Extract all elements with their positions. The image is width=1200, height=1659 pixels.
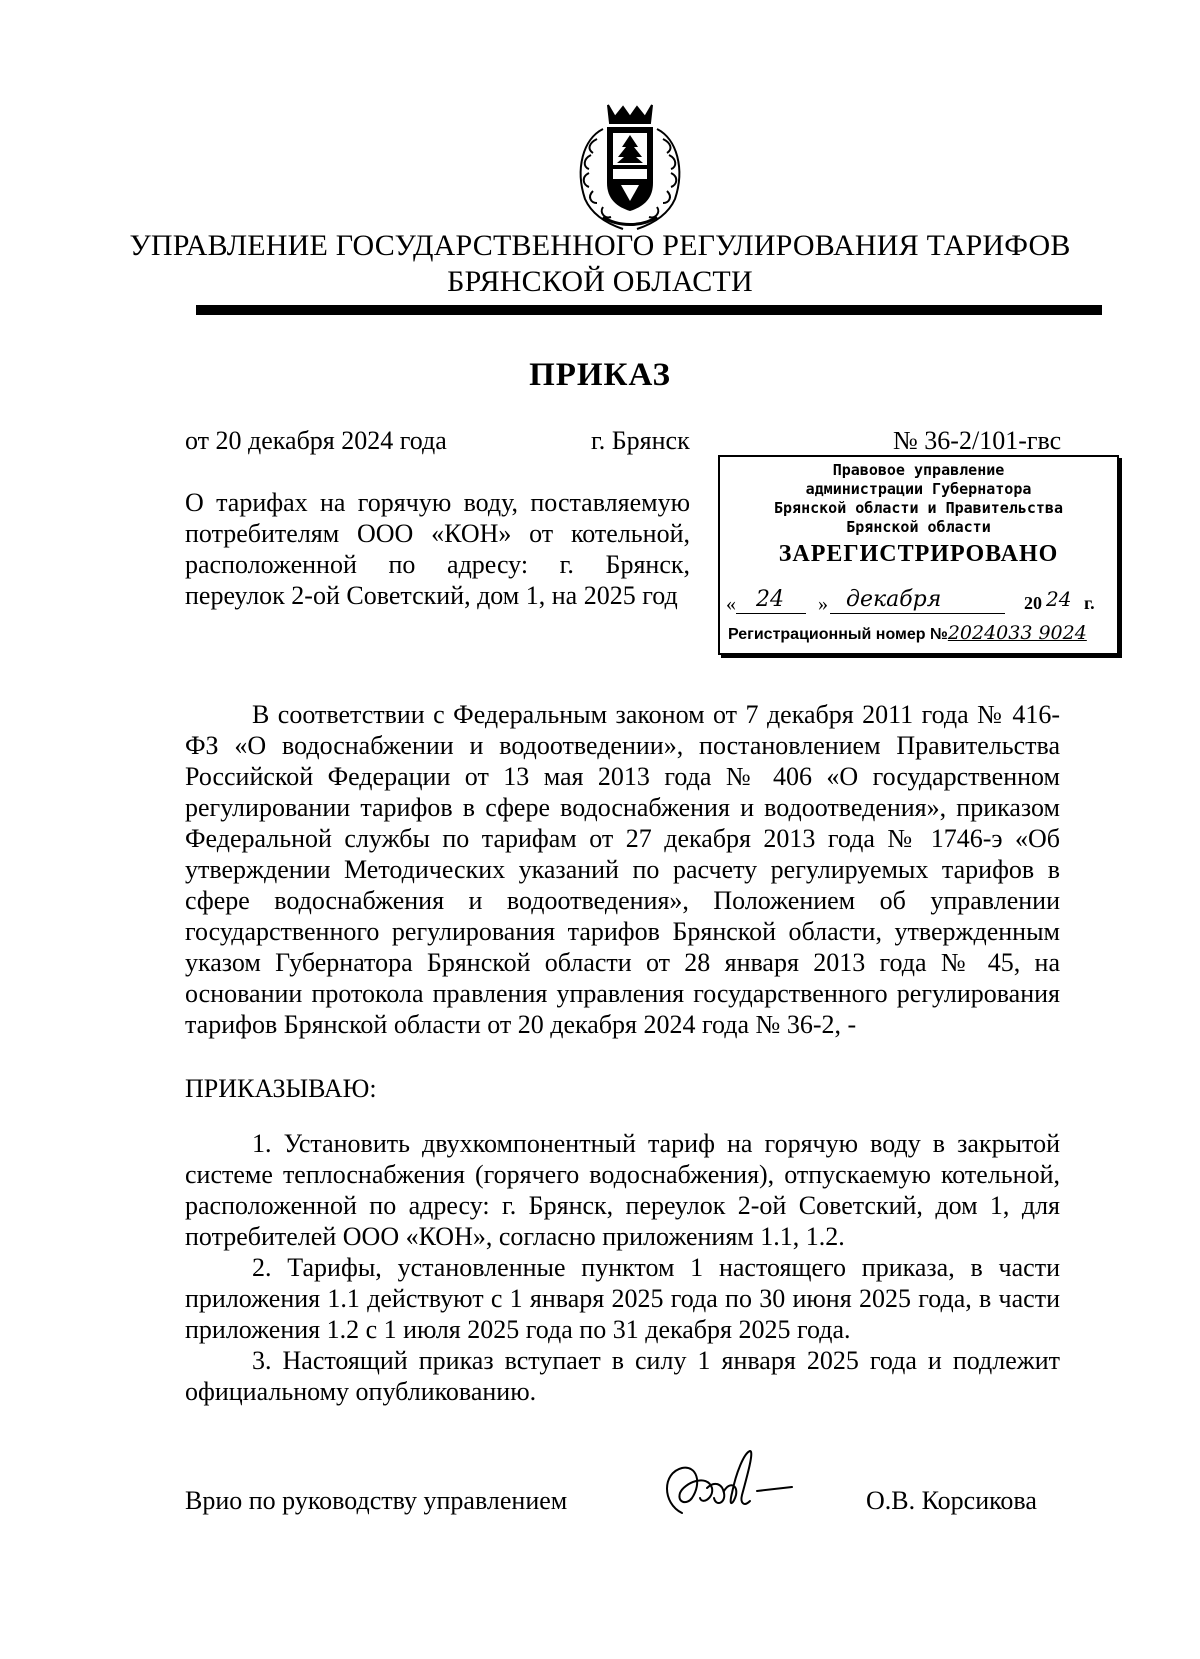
signatory-name: О.В. Корсикова <box>866 1486 1037 1515</box>
document-date: от 20 декабря 2024 года <box>185 426 447 455</box>
stamp-registered: ЗАРЕГИСТРИРОВАНО <box>778 541 1059 567</box>
decree-item: 1. Установить двухкомпонентный тариф на горячую воду в закрытой системе теплоснабжения (горячего водоснабжения), отпускаемую котельной, расположенной по адресу: г. Брянск, переулок 2-ой Советский, дом 1, для потребителей ООО «КОН», согласно приложениям 1.1, 1.2. <box>185 1129 1060 1251</box>
stamp-regnum-label: Регистрационный номер № <box>728 626 948 643</box>
document-number: № 36-2/101-гвс <box>893 426 1062 455</box>
document-city: г. Брянск <box>591 426 690 455</box>
stamp-month: декабря <box>846 587 942 612</box>
signatory-position: Врио по руководству управлением <box>185 1486 568 1515</box>
stamp-day: 24 <box>756 587 784 612</box>
stamp-regnum-value: 2024033 9024 <box>947 622 1087 644</box>
stamp-line3: Брянской области и Правительства <box>774 499 1063 517</box>
document-subject: О тарифах на горячую воду, поставляемую потребителям ООО «КОН» от котельной, расположенной по адресу: г. Брянск, переулок 2-ой Советский, дом 1, на 2025 год <box>185 488 690 610</box>
decree-item: 2. Тарифы, установленные пунктом 1 настоящего приказа, в части приложения 1.1 действуют с 1 января 2025 года по 30 июня 2025 года, в части приложения 1.2 с 1 июля 2025 года по 31 декабря 2025 года. <box>185 1253 1060 1344</box>
decree-items <box>185 1128 1060 1407</box>
preamble-paragraph: В соответствии с Федеральным законом от 7 декабря 2011 года № 416-ФЗ «О водоснабжении и водоотведении», постановлением Правительства Российской Федерации от 13 мая 2013 года № 406 «О государственном регулировании тарифов в сфере водоснабжения и водоотведения», приказом Федеральной службы по тарифам от 27 декабря 2013 года № 1746-э «Об утверждении Методических указаний по расчету регулируемых тарифов в сфере водоснабжения и водоотведения», Положением об управлении государственного регулирования тарифов Брянской области, утвержденным указом Губернатора Брянской области от 28 января 2013 года № 45, на основании протокола правления управления государственного регулирования тарифов Брянской области от 20 декабря 2024 года № 36-2, - <box>185 700 1060 1039</box>
header-divider <box>196 305 1102 315</box>
organization-name-line2: БРЯНСКОЙ ОБЛАСТИ <box>447 265 753 298</box>
stamp-date: « 24 » декабря 20 24 г. <box>726 587 1095 615</box>
stamp-year-suffix: 24 <box>1046 587 1072 611</box>
stamp-year-prefix: 20 <box>1024 593 1042 613</box>
decree-item: 3. Настоящий приказ вступает в силу 1 января 2025 года и подлежит официальному опубликованию. <box>185 1346 1060 1406</box>
document-title: ПРИКАЗ <box>529 357 671 393</box>
decree-heading: ПРИКАЗЫВАЮ: <box>185 1074 377 1103</box>
organization-name-line1: УПРАВЛЕНИЕ ГОСУДАРСТВЕННОГО РЕГУЛИРОВАНИЯ ТАРИФОВ <box>129 229 1071 262</box>
coat-of-arms-icon <box>563 99 697 234</box>
stamp-line2: администрации Губернатора <box>805 480 1032 498</box>
stamp-regnum <box>728 622 1087 644</box>
handwritten-signature <box>652 1443 802 1523</box>
stamp-year-unit: г. <box>1084 593 1095 613</box>
stamp-line1: Правовое управление <box>832 461 1005 479</box>
stamp-line4: Брянской области <box>846 518 991 536</box>
registration-stamp <box>718 455 1119 655</box>
